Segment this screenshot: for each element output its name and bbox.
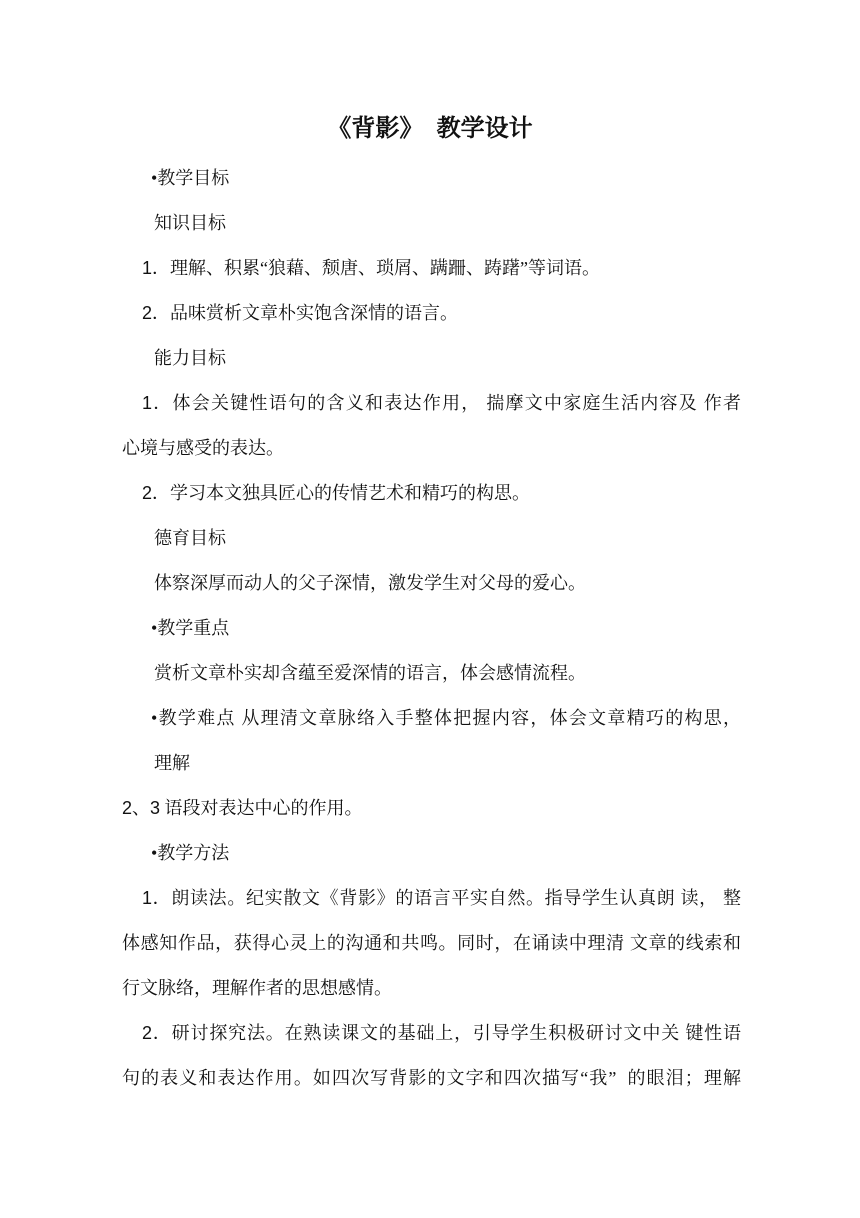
line-text: 德育目标 [154, 528, 226, 548]
knowledge-goal-item-2 [121, 291, 741, 336]
ability-goal-item-2 [121, 471, 741, 516]
line-text: 语段对表达中心的作用。 [160, 798, 363, 818]
line-text: 理解、积累“狼藉、颓唐、琐屑、蹒跚、踌躇”等词语。 [170, 258, 600, 278]
moral-goal-text [121, 561, 741, 606]
heading-teaching-difficulty [121, 696, 741, 741]
paragraph-numbers: 2、3 [122, 798, 161, 818]
line-text: •教学目标 [151, 168, 230, 188]
heading-teaching-objectives [121, 156, 741, 201]
line-text: 朗读法。纪实散文《背影》的语言平实自然。指导学生认真朗 读， 整 [171, 888, 741, 908]
line-text: 赏析文章朴实却含蕴至爱深情的语言，体会感情流程。 [154, 663, 586, 683]
document-title: 《背影》 教学设计 [327, 115, 533, 142]
heading-teaching-methods [121, 831, 741, 876]
ability-goal-item-1-line-1 [121, 381, 741, 426]
subheading-ability-goals [121, 336, 741, 381]
line-text: •教学方法 [151, 843, 230, 863]
line-text: 体会关键性语句的含义和表达作用， 揣摩文中家庭生活内容及 作者 [172, 393, 741, 413]
line-text: 研讨探究法。在熟读课文的基础上，引导学生积极研讨文中关 键性语 [171, 1023, 741, 1043]
item-number: 2． [142, 303, 171, 323]
line-text: 体察深厚而动人的父子深情，激发学生对父母的爱心。 [154, 573, 586, 593]
ability-goal-item-1-line-2 [121, 426, 741, 471]
subheading-moral-goals [121, 516, 741, 561]
method-1-line-3 [121, 966, 741, 1011]
teaching-difficulty-line-2 [121, 741, 741, 786]
method-1-line-2 [121, 921, 741, 966]
line-text: 学习本文独具匠心的传情艺术和精巧的构思。 [170, 483, 531, 503]
item-number: 1． [142, 888, 172, 908]
method-2-line-2 [121, 1056, 741, 1101]
line-text: 知识目标 [154, 213, 226, 233]
document-body [0, 156, 741, 1101]
item-number: 2． [142, 1023, 172, 1043]
method-2-line-1 [121, 1011, 741, 1056]
line-text: •教学重点 [151, 618, 230, 638]
line-text: 体感知作品，获得心灵上的沟通和共鸣。同时，在诵读中理清 文章的线索和 [122, 933, 741, 953]
line-text: 行文脉络，理解作者的思想感情。 [122, 978, 392, 998]
teaching-focus-text [121, 651, 741, 696]
teaching-difficulty-line-3 [121, 786, 741, 831]
line-text: 品味赏析文章朴实饱含深情的语言。 [170, 303, 459, 323]
line-text: 心境与感受的表达。 [122, 438, 284, 458]
line-text: •教学难点 从理清文章脉络入手整体把握内容，体会文章精巧的构思， [151, 708, 741, 728]
line-text: 理解 [154, 753, 190, 773]
method-1-line-1 [121, 876, 741, 921]
item-number: 1． [142, 258, 171, 278]
subheading-knowledge-goals [121, 201, 741, 246]
item-number: 1． [142, 393, 173, 413]
heading-teaching-focus [121, 606, 741, 651]
item-number: 2． [142, 483, 171, 503]
line-text: 句的表义和表达作用。如四次写背影的文字和四次描写“我” 的眼泪；理解 [122, 1068, 741, 1088]
line-text: 能力目标 [154, 348, 226, 368]
knowledge-goal-item-1 [121, 246, 741, 291]
